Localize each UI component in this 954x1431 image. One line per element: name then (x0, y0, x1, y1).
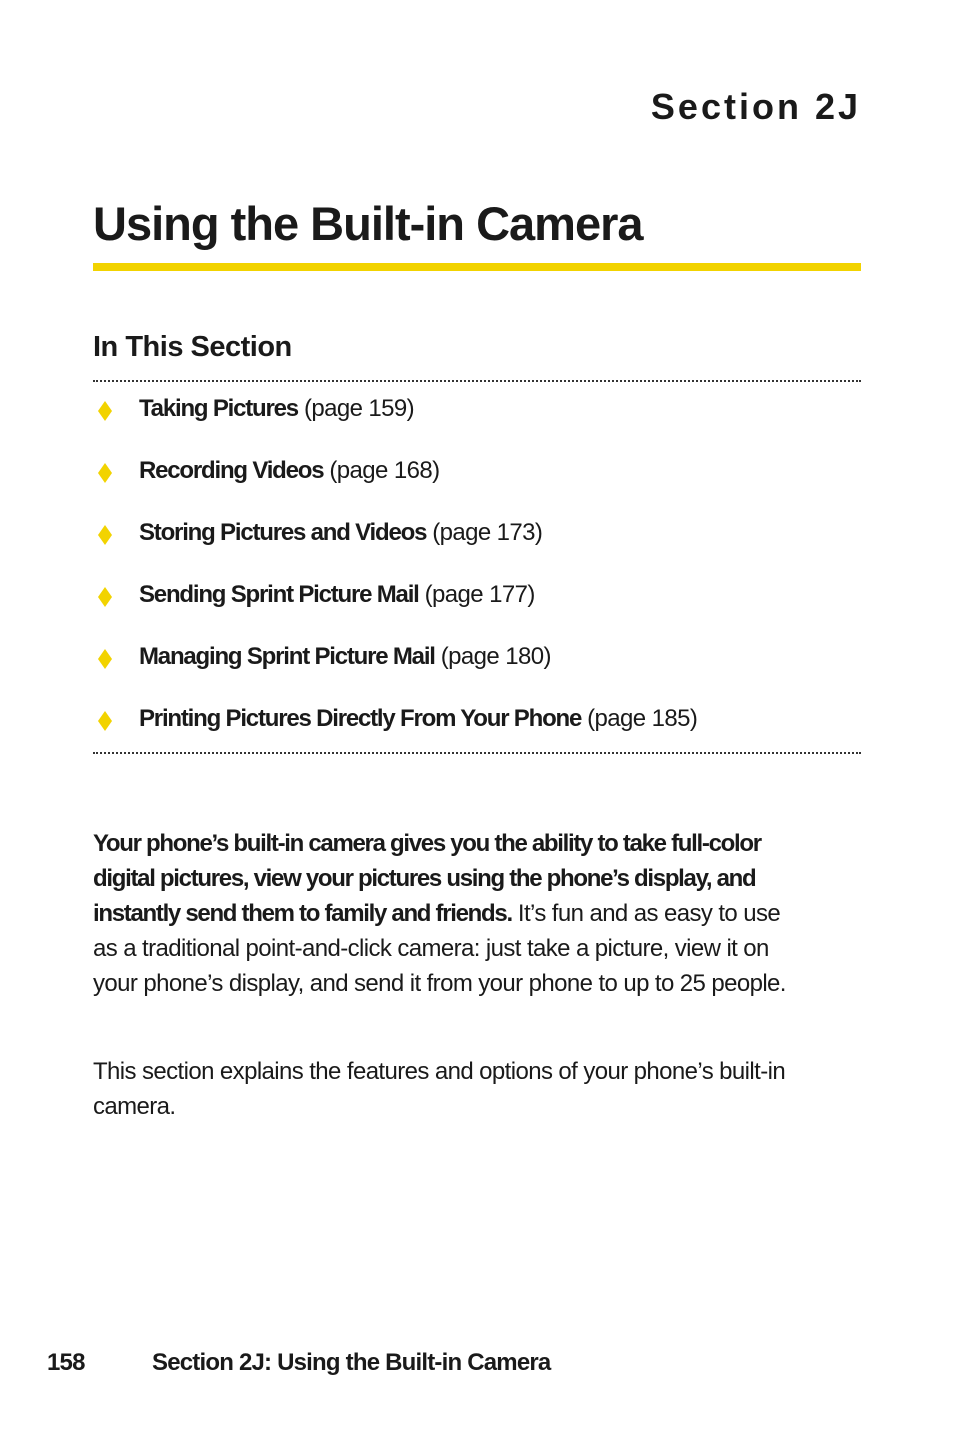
intro-paragraph (93, 826, 808, 1001)
toc-top-divider (93, 380, 861, 382)
toc-item-title: Sending Sprint Picture Mail (139, 581, 419, 608)
section-contents-list (93, 395, 861, 767)
toc-item-title: Recording Videos (139, 457, 324, 484)
page-number: 158 (47, 1349, 85, 1376)
list-item (93, 705, 861, 767)
diamond-icon (98, 463, 112, 483)
running-title: Section 2J: Using the Built-in Camera (152, 1349, 551, 1376)
toc-item-page: (page 168) (329, 457, 440, 484)
toc-item-title: Managing Sprint Picture Mail (139, 643, 435, 670)
list-item (93, 643, 861, 705)
toc-item-page: (page 185) (587, 705, 698, 732)
toc-item-title: Storing Pictures and Videos (139, 519, 427, 546)
toc-item-title: Taking Pictures (139, 395, 298, 422)
page-footer (47, 1349, 550, 1377)
toc-bottom-divider (93, 752, 861, 754)
toc-item-page: (page 177) (424, 581, 535, 608)
toc-item-page: (page 159) (303, 395, 415, 422)
list-item (93, 581, 861, 643)
list-item (93, 457, 861, 519)
in-this-section-heading: In This Section (93, 331, 292, 363)
page-title: Using the Built-in Camera (93, 197, 643, 250)
section-overview-paragraph: This section explains the features and options of your phone’s built-in camera. (93, 1058, 786, 1120)
intro-lead-text: Your phone’s built-in camera gives you the ability to take full-color digital pictures, view your pictures using the phone’s display, and instantly send them to family and friends. (93, 830, 761, 927)
diamond-icon (98, 587, 112, 607)
intro-body-text: It’s fun and as easy to use as a traditional point-and-click camera: just take a picture, view it on your phone’s display, and send it from your phone to up to 25 people. (93, 900, 786, 997)
list-item (93, 519, 861, 581)
list-item (93, 395, 861, 457)
title-underline (93, 263, 861, 271)
toc-item-page: (page 173) (432, 519, 543, 546)
toc-item-title: Printing Pictures Directly From Your Phone (139, 705, 582, 732)
toc-item-page: (page 180) (440, 643, 551, 670)
diamond-icon (98, 711, 112, 731)
diamond-icon (98, 401, 112, 421)
section-label: Section 2J (650, 86, 861, 127)
diamond-icon (98, 649, 112, 669)
diamond-icon (98, 525, 112, 545)
